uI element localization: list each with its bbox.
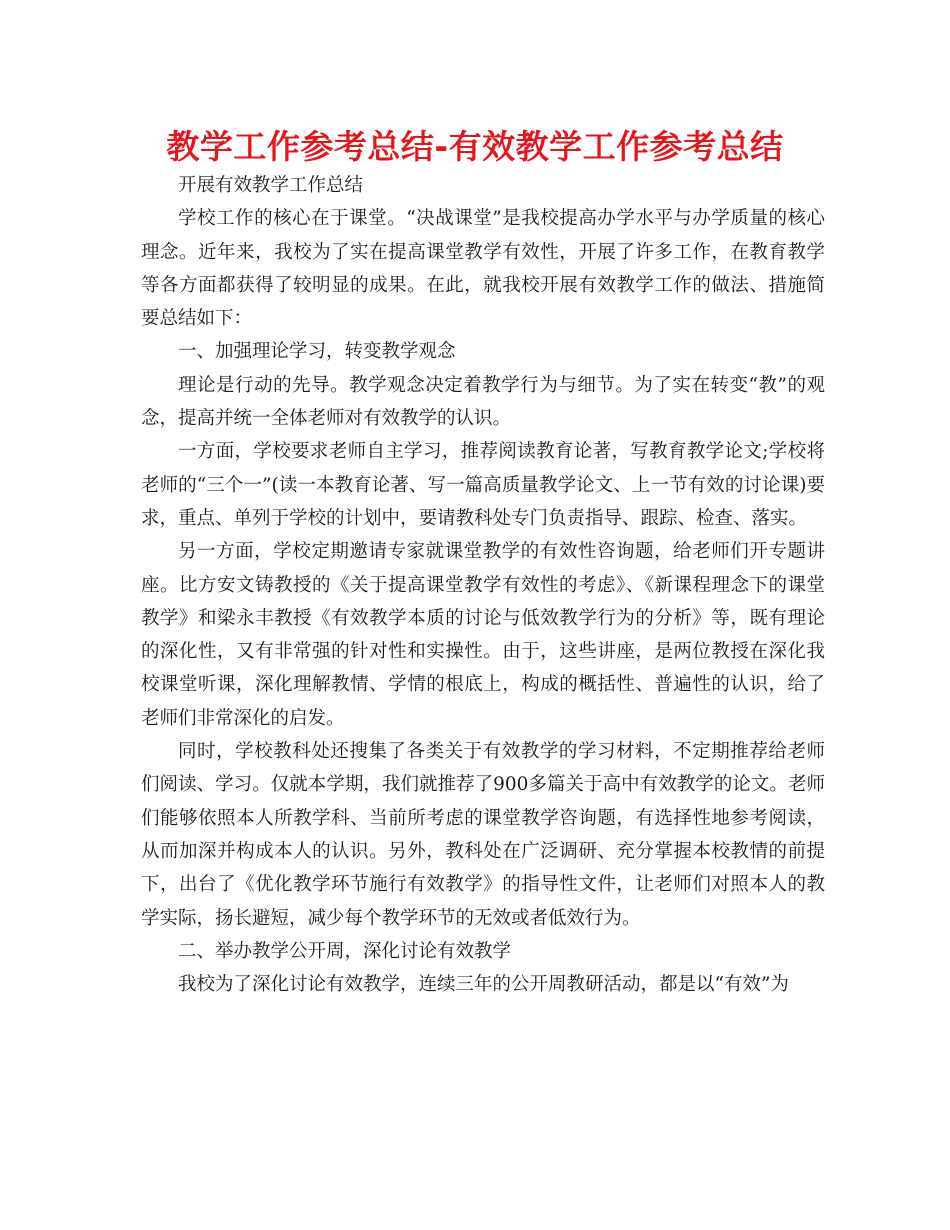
paragraph: 理论是行动的先导。教学观念决定着教学行为与细节。为了实在转变“教”的观念，提高并统一全体老师对有效教学的认识。 xyxy=(141,374,825,430)
paragraph: 我校为了深化讨论有效教学，连续三年的公开周教研活动，都是以“有效”为 xyxy=(178,974,789,996)
paragraph-subtitle: 开展有效教学工作总结 xyxy=(178,175,364,196)
section-heading-1: 一、加强理论学习，转变教学观念 xyxy=(178,341,456,363)
document-title: 教学工作参考总结-有效教学工作参考总结 xyxy=(166,127,784,166)
paragraph: 一方面，学校要求老师自主学习，推荐阅读教育论著，写教育教学论文;学校将老师的“三个一”(读一本教育论著、写一篇高质量教学论文、上一节有效的讨论课)要求，重点、单列于学校的计划中，要请教科处专门负责指导、跟踪、检查、落实。 xyxy=(141,441,825,529)
paragraph: 同时，学校教科处还搜集了各类关于有效教学的学习材料，不定期推荐给老师们阅读、学习。仅就本学期，我们就推荐了900多篇关于高中有效教学的论文。老师们能够依照本人所教学科、当前所考虑的课堂教学咨询题，有选择性地参考阅读，从而加深并构成本人的认识。另外，教科处在广泛调研、充分掌握本校教情的前提下，出台了《优化教学环节施行有效教学》的指导性文件，让老师们对照本人的教学实际，扬长避短，减少每个教学环节的无效或者低效行为。 xyxy=(141,741,825,929)
section-heading-2: 二、举办教学公开周，深化讨论有效教学 xyxy=(178,940,512,962)
paragraph: 学校工作的核心在于课堂。“决战课堂”是我校提高办学水平与办学质量的核心理念。近年来，我校为了实在提高课堂教学有效性，开展了许多工作，在教育教学等各方面都获得了较明显的成果。在此，就我校开展有效教学工作的做法、措施简要总结如下： xyxy=(141,208,825,330)
paragraph: 另一方面，学校定期邀请专家就课堂教学的有效性咨询题，给老师们开专题讲座。比方安文铸教授的《关于提高课堂教学有效性的考虑》、《新课程理念下的课堂教学》和梁永丰教授《有效教学本质的讨论与低效教学行为的分析》等，既有理论的深化性，又有非常强的针对性和实操性。由于，这些讲座，是两位教授在深化我校课堂听课，深化理解教情、学情的根底上，构成的概括性、普遍性的认识，给了老师们非常深化的启发。 xyxy=(141,541,825,729)
document-body xyxy=(141,169,825,1001)
